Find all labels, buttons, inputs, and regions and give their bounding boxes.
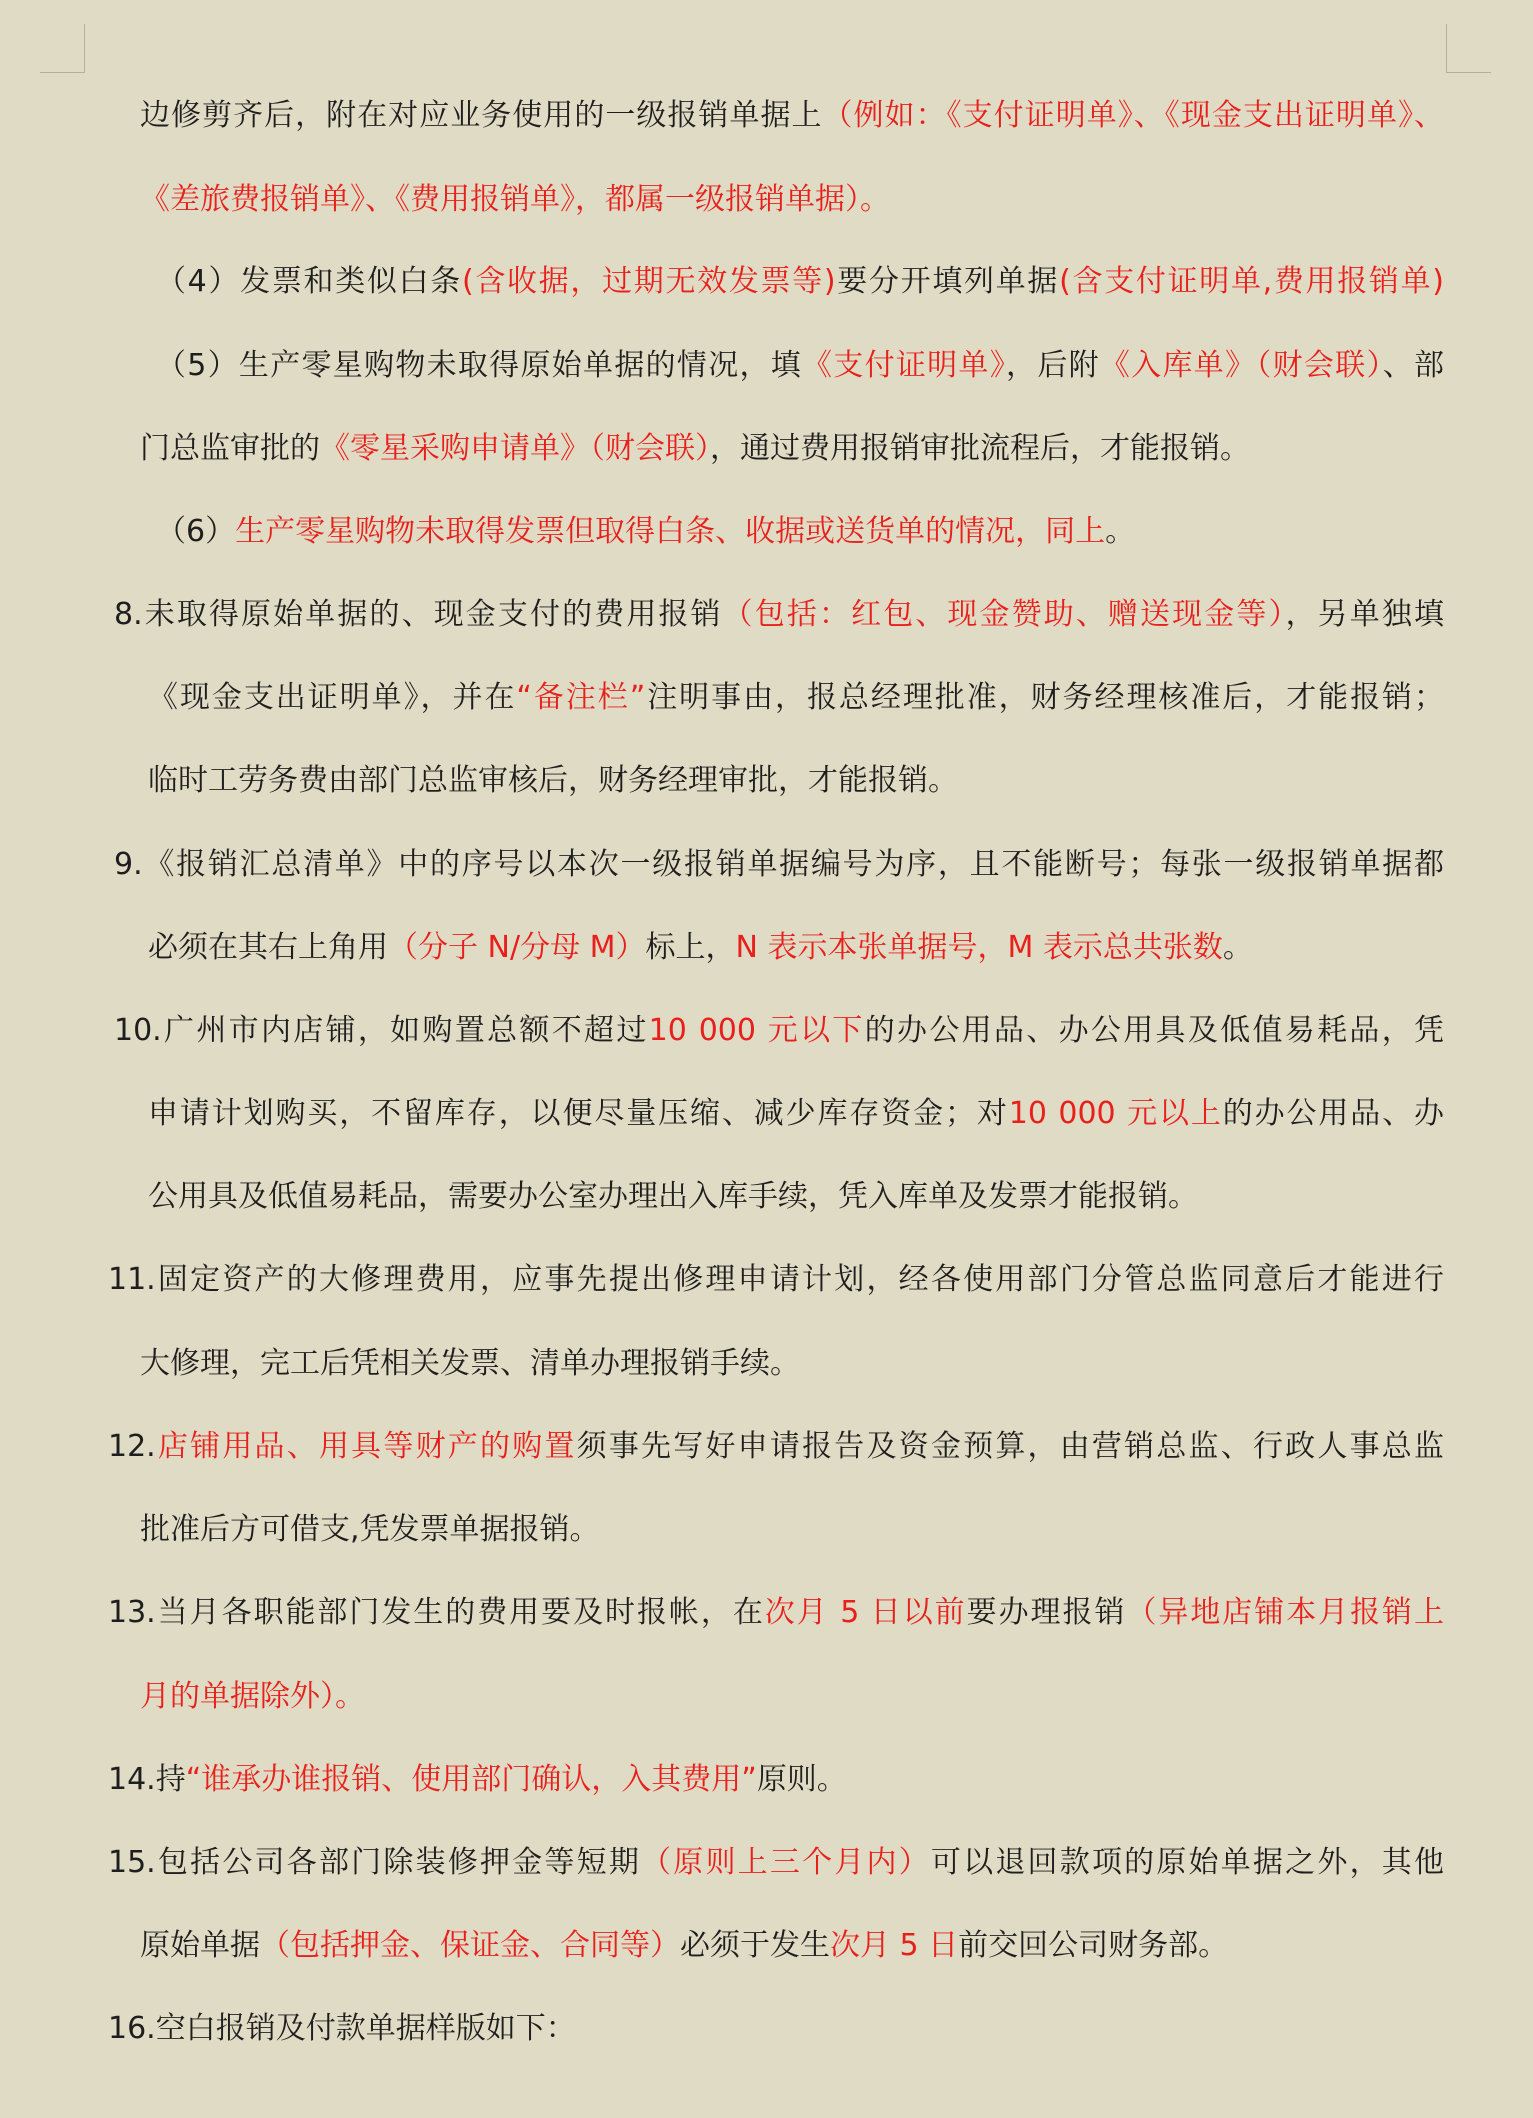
highlighted-text: （包括押金、保证金、合同等） — [260, 1928, 680, 1963]
body-text: 门总监审批的 — [140, 431, 320, 466]
crop-mark-top-left — [40, 24, 85, 73]
body-text: 《现金支出证明单》，并在 — [148, 680, 517, 715]
text-line-17 — [108, 1427, 1444, 1467]
highlighted-text: 次月 5 日 — [830, 1928, 959, 1963]
body-text: 注明事由，报总经理批准，财务经理核准后，才能报销； — [645, 680, 1444, 715]
text-line-12 — [114, 1011, 1444, 1051]
highlighted-text: 《零星采购申请单》（财会联） — [320, 431, 710, 466]
body-text: 前交回公司财务部。 — [958, 1928, 1229, 1963]
text-line-23 — [140, 1926, 1228, 1966]
text-line-15 — [108, 1260, 1444, 1300]
body-text: 申请计划购买，不留库存，以便尽量压缩、减少库存资金；对 — [148, 1096, 1009, 1131]
body-text: 须事先写好申请报告及资金预算，由营销总监、行政人事总监 — [576, 1429, 1444, 1464]
text-line-9 — [148, 761, 958, 801]
body-text: 14.持 — [108, 1762, 186, 1797]
text-line-22 — [108, 1843, 1444, 1883]
text-line-10 — [114, 845, 1444, 885]
body-text: 原则。 — [756, 1762, 847, 1797]
highlighted-text: 店铺用品、用具等财产的购置 — [155, 1429, 577, 1464]
text-line-5 — [140, 429, 1250, 469]
crop-mark-top-right — [1446, 24, 1491, 73]
highlighted-text: （原则上三个月内） — [641, 1845, 931, 1880]
body-text: 要办理报销 — [966, 1595, 1127, 1630]
highlighted-text: （异地店铺本月报销上 — [1126, 1595, 1444, 1630]
highlighted-text: “谁承办谁报销、使用部门确认，入其费用” — [185, 1762, 757, 1797]
body-text: 11.固定资产的大修理费用，应事先提出修理申请计划，经各使用部门分管总监同意后才能进行 — [108, 1262, 1444, 1297]
body-text: 可以退回款项的原始单据之外，其他 — [930, 1845, 1444, 1880]
text-line-7 — [114, 595, 1444, 635]
highlighted-text: N 表示本张单据号，M 表示总共张数 — [735, 930, 1223, 965]
body-text: 要分开填列单据 — [835, 264, 1060, 299]
highlighted-text: （例如：《支付证明单》、《现金支出证明单》、 — [822, 98, 1444, 133]
text-line-20 — [140, 1677, 365, 1717]
body-text: ，后附 — [1006, 348, 1100, 383]
body-text: 13.当月各职能部门发生的费用要及时报帐，在 — [108, 1595, 765, 1630]
text-line-13 — [148, 1094, 1444, 1134]
text-line-14 — [148, 1177, 1198, 1217]
body-text: （4）发票和类似白条 — [156, 264, 462, 299]
body-text: 必须于发生 — [680, 1928, 830, 1963]
body-text: （5）生产零星购物未取得原始单据的情况，填 — [156, 348, 803, 383]
highlighted-text: (含支付证明单,费用报销单) — [1059, 264, 1444, 299]
body-text: 12. — [108, 1429, 156, 1464]
body-text: 边修剪齐后，附在对应业务使用的一级报销单据上 — [140, 98, 823, 133]
body-text: 大修理，完工后凭相关发票、清单办理报销手续。 — [140, 1346, 800, 1381]
body-text: 标上， — [645, 930, 736, 965]
body-text: 的办公用品、办 — [1222, 1096, 1444, 1131]
text-line-11 — [148, 928, 1253, 968]
highlighted-text: 《支付证明单》 — [802, 348, 1007, 383]
body-text: 、部 — [1382, 348, 1444, 383]
body-text: 的办公用品、办公用具及低值易耗品，凭 — [864, 1013, 1444, 1048]
highlighted-text: 月的单据除外）。 — [140, 1679, 365, 1714]
body-text: 公用具及低值易耗品，需要办公室办理出入库手续，凭入库单及发票才能报销。 — [148, 1179, 1198, 1214]
body-text: 原始单据 — [140, 1928, 260, 1963]
body-text: 15.包括公司各部门除装修押金等短期 — [108, 1845, 642, 1880]
body-text: 16.空白报销及付款单据样版如下： — [108, 2011, 576, 2046]
body-text: 临时工劳务费由部门总监审核后，财务经理审批，才能报销。 — [148, 763, 958, 798]
body-text: 8.未取得原始单据的、现金支付的费用报销 — [114, 597, 723, 632]
text-line-6 — [156, 512, 1135, 552]
body-text: 9.《报销汇总清单》中的序号以本次一级报销单据编号为序，且不能断号；每张一级报销单据都 — [114, 847, 1444, 882]
text-line-24 — [108, 2009, 576, 2049]
body-text: ，通过费用报销审批流程后，才能报销。 — [710, 431, 1250, 466]
text-line-16 — [140, 1344, 800, 1384]
body-text: 10.广州市内店铺，如购置总额不超过 — [114, 1013, 649, 1048]
highlighted-text: 《入库单》（财会联） — [1099, 348, 1383, 383]
highlighted-text: 次月 5 日以前 — [764, 1595, 967, 1630]
text-line-19 — [108, 1593, 1444, 1633]
highlighted-text: “备注栏” — [516, 680, 646, 715]
highlighted-text: (含收据，过期无效发票等) — [461, 264, 836, 299]
highlighted-text: （包括：红包、现金赞助、赠送现金等） — [722, 597, 1286, 632]
text-line-1 — [140, 96, 1444, 136]
body-text: 。 — [1105, 514, 1136, 549]
text-line-8 — [148, 678, 1444, 718]
highlighted-text: （分子 N/分母 M） — [388, 930, 646, 965]
highlighted-text: 《差旅费报销单》、《费用报销单》，都属一级报销单据）。 — [140, 182, 890, 217]
highlighted-text: 10 000 元以上 — [1008, 1096, 1223, 1131]
body-text: 必须在其右上角用 — [148, 930, 388, 965]
body-text: 。 — [1222, 930, 1253, 965]
text-line-4 — [156, 346, 1444, 386]
body-text: 批准后方可借支,凭发票单据报销。 — [140, 1512, 600, 1547]
body-text: （6） — [156, 514, 236, 549]
highlighted-text: 生产零星购物未取得发票但取得白条、收据或送货单的情况，同上 — [235, 514, 1106, 549]
text-line-2 — [140, 180, 890, 220]
text-line-21 — [108, 1760, 847, 1800]
body-text: ，另单独填 — [1285, 597, 1444, 632]
text-line-3 — [156, 262, 1444, 302]
highlighted-text: 10 000 元以下 — [648, 1013, 865, 1048]
text-line-18 — [140, 1510, 600, 1550]
